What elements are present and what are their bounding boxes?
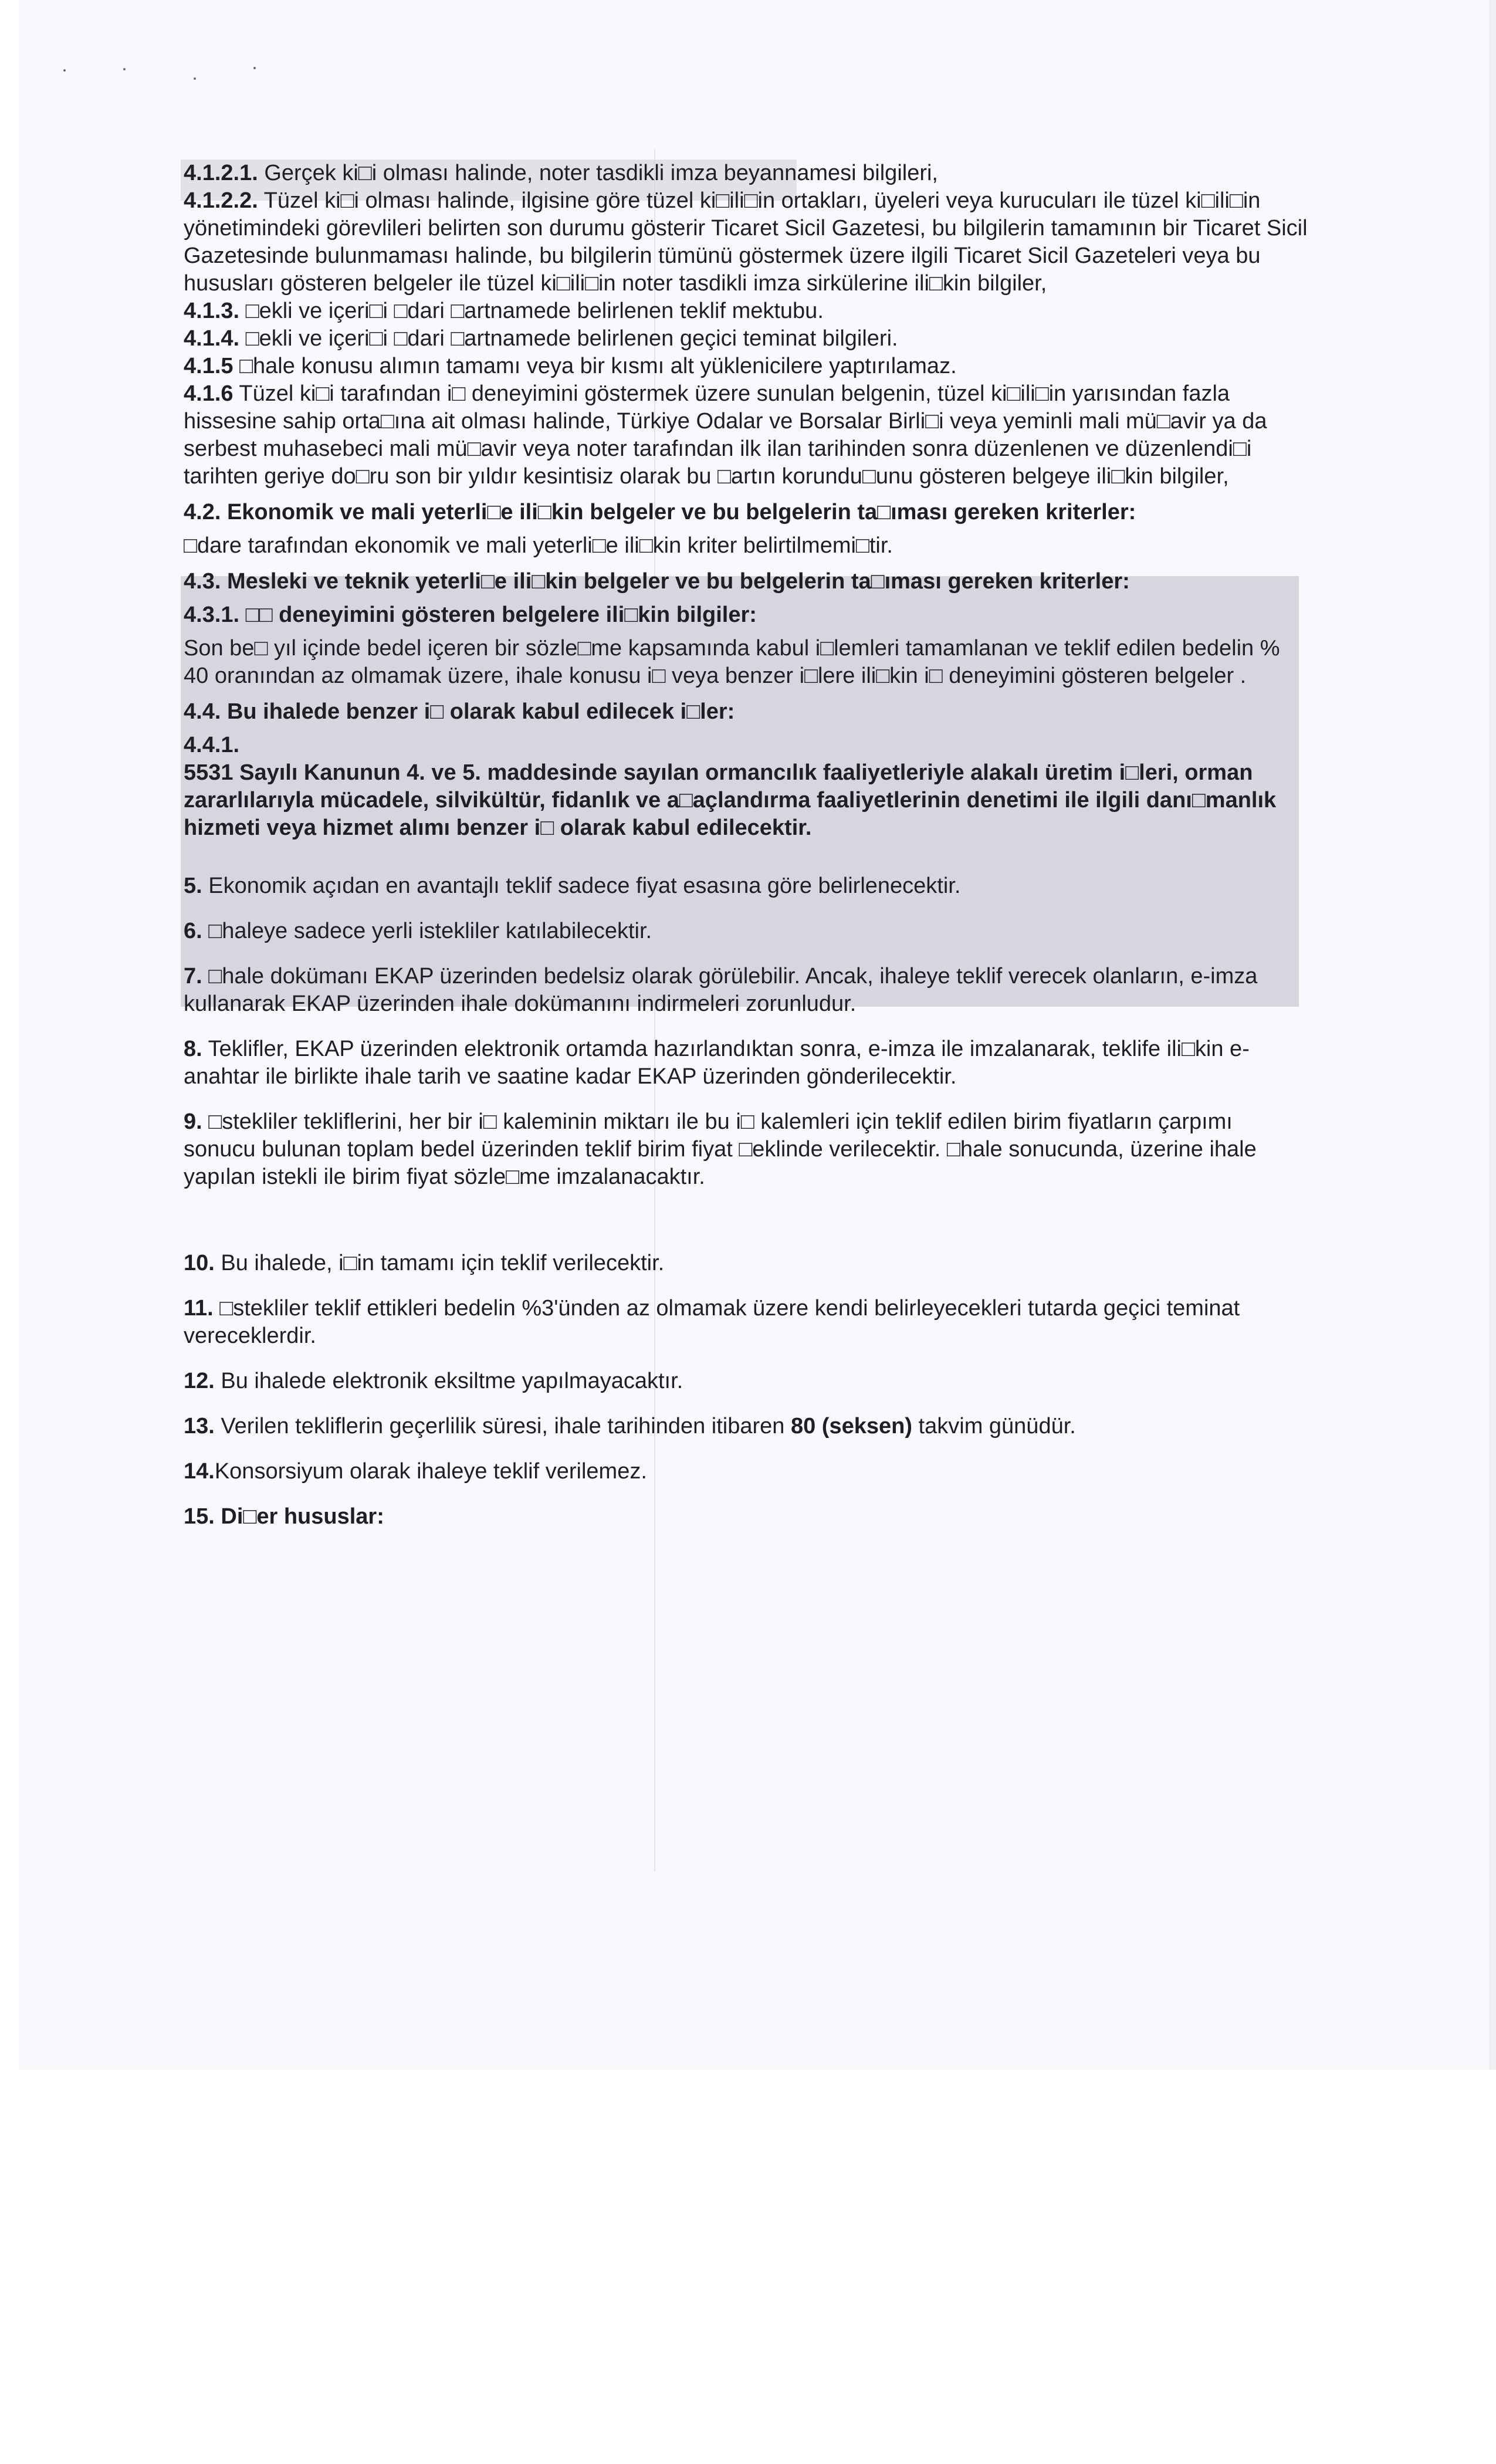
section-4-4-heading: 4.4. Bu ihalede benzer i□ olarak kabul edilecek i□ler: bbox=[184, 699, 735, 724]
item-4-1-2-2: 4.1.2.2. Tüzel ki□i olması halinde, ilgisine göre tüzel ki□ili□in ortakları, üyeleri veya kurucuları ile tüzel ki□ili□in yönetimindeki görevlileri belirten son durumu gösterir Ticaret Sicil Gazetesi, bu bilgilerin tamamının bir Ticaret Sicil Gazetesinde bulunmaması halinde, bu bilgilerin tümünü göstermek üzere ilgili Ticaret Sicil Gazeteleri veya bu hususları gösteren belgeler ile tüzel ki□ili□in noter tasdikli imza sirkülerine ili□kin bilgiler, bbox=[184, 188, 1308, 296]
item-5: 5. Ekonomik açıdan en avantajlı teklif sadece fiyat esasına göre belirlenecektir. bbox=[184, 874, 961, 898]
section-4-3-1-heading: 4.3.1. □□ deneyimini gösteren belgelere ili□kin bilgiler: bbox=[184, 603, 757, 627]
page-edge bbox=[1489, 0, 1496, 2070]
section-4-4-1-number: 4.4.1. bbox=[184, 733, 240, 757]
section-4-2-heading: 4.2. Ekonomik ve mali yeterli□e ili□kin belgeler ve bu belgelerin ta□ıması gereken kriterler: bbox=[184, 500, 1136, 524]
scan-speck bbox=[253, 67, 256, 69]
item-4-1-4: 4.1.4. □ekli ve içeri□i □dari □artnamede belirlenen geçici teminat bilgileri. bbox=[184, 326, 898, 351]
item-13: 13. Verilen tekliflerin geçerlilik süresi, ihale tarihinden itibaren 80 (seksen) takvim günüdür. bbox=[184, 1414, 1076, 1439]
item-8: 8. Teklifler, EKAP üzerinden elektronik ortamda hazırlandıktan sonra, e-imza ile imzalanarak, teklife ili□kin e-anahtar ile birlikte ihale tarih ve saatine kadar EKAP üzerinden gönderilecektir. bbox=[184, 1037, 1250, 1089]
item-7: 7. □hale dokümanı EKAP üzerinden bedelsiz olarak görülebilir. Ancak, ihaleye teklif verecek olanların, e-imza kullanarak EKAP üzerinden ihale dokümanını indirmeleri zorunludur. bbox=[184, 964, 1258, 1016]
scan-speck bbox=[123, 68, 126, 70]
section-4-2-body: □dare tarafından ekonomik ve mali yeterli□e ili□kin kriter belirtilmemi□tir. bbox=[184, 533, 893, 558]
section-4-3-1-body: Son be□ yıl içinde bedel içeren bir sözle□me kapsamında kabul i□lemleri tamamlanan ve teklif edilen bedelin % 40 oranından az olmamak üzere, ihale konusu i□ veya benzer i□lere ili□kin i□ deneyimini gösteren belgeler . bbox=[184, 636, 1280, 688]
item-10: 10. Bu ihalede, i□in tamamı için teklif verilecektir. bbox=[184, 1251, 665, 1275]
item-4-1-6: 4.1.6 Tüzel ki□i tarafından i□ deneyimini göstermek üzere sunulan belgenin, tüzel ki□ili□in yarısından fazla hissesine sahip orta□ına ait olması halinde, Türkiye Odalar ve Borsalar Birli□i veya yeminli mali mü□avir ya da serbest muhasebeci mali mü□avir veya noter tarafından ilk ilan tarihinden sonra düzenlenen ve düzenlendi□i tarihten geriye do□ru son bir yıldır kesintisiz olarak bu □artın korundu□unu gösteren belgeye ili□kin bilgiler, bbox=[184, 381, 1267, 489]
document-body bbox=[184, 160, 1310, 1531]
item-14: 14.Konsorsiyum olarak ihaleye teklif verilemez. bbox=[184, 1459, 647, 1484]
section-4-3-heading: 4.3. Mesleki ve teknik yeterli□e ili□kin belgeler ve bu belgelerin ta□ıması gereken kriterler: bbox=[184, 569, 1130, 594]
section-4-4-1-body: 5531 Sayılı Kanunun 4. ve 5. maddesinde sayılan ormancılık faaliyetleriyle alakalı üretim i□leri, orman zararlılarıyla mücadele, silvikültür, fidanlık ve a□açlandırma faaliyetlerinin denetimi ile ilgili danı□manlık hizmeti veya hizmet alımı benzer i□ olarak kabul edilecektir. bbox=[184, 760, 1277, 840]
item-15-heading: 15. Di□er hususlar: bbox=[184, 1504, 384, 1529]
item-9: 9. □stekliler tekliflerini, her bir i□ kaleminin miktarı ile bu i□ kalemleri için teklif edilen birim fiyatların çarpımı sonucu bulunan toplam bedel üzerinden teklif birim fiyat □eklinde verilecektir. □hale sonucunda, üzerine ihale yapılan istekli ile birim fiyat sözle□me imzalanacaktır. bbox=[184, 1109, 1257, 1189]
scan-speck bbox=[194, 77, 196, 80]
scan-speck bbox=[63, 69, 66, 72]
item-4-1-3: 4.1.3. □ekli ve içeri□i □dari □artnamede belirlenen teklif mektubu. bbox=[184, 299, 824, 323]
item-6: 6. □haleye sadece yerli istekliler katılabilecektir. bbox=[184, 919, 652, 943]
item-12: 12. Bu ihalede elektronik eksiltme yapılmayacaktır. bbox=[184, 1369, 683, 1393]
item-4-1-5: 4.1.5 □hale konusu alımın tamamı veya bir kısmı alt yüklenicilere yaptırılamaz. bbox=[184, 354, 957, 378]
item-4-1-2-1: 4.1.2.1. Gerçek ki□i olması halinde, noter tasdikli imza beyannamesi bilgileri, bbox=[184, 161, 938, 185]
item-11: 11. □stekliler teklif ettikleri bedelin %3'ünden az olmamak üzere kendi belirleyecekleri tutarda geçici teminat vereceklerdir. bbox=[184, 1296, 1240, 1348]
